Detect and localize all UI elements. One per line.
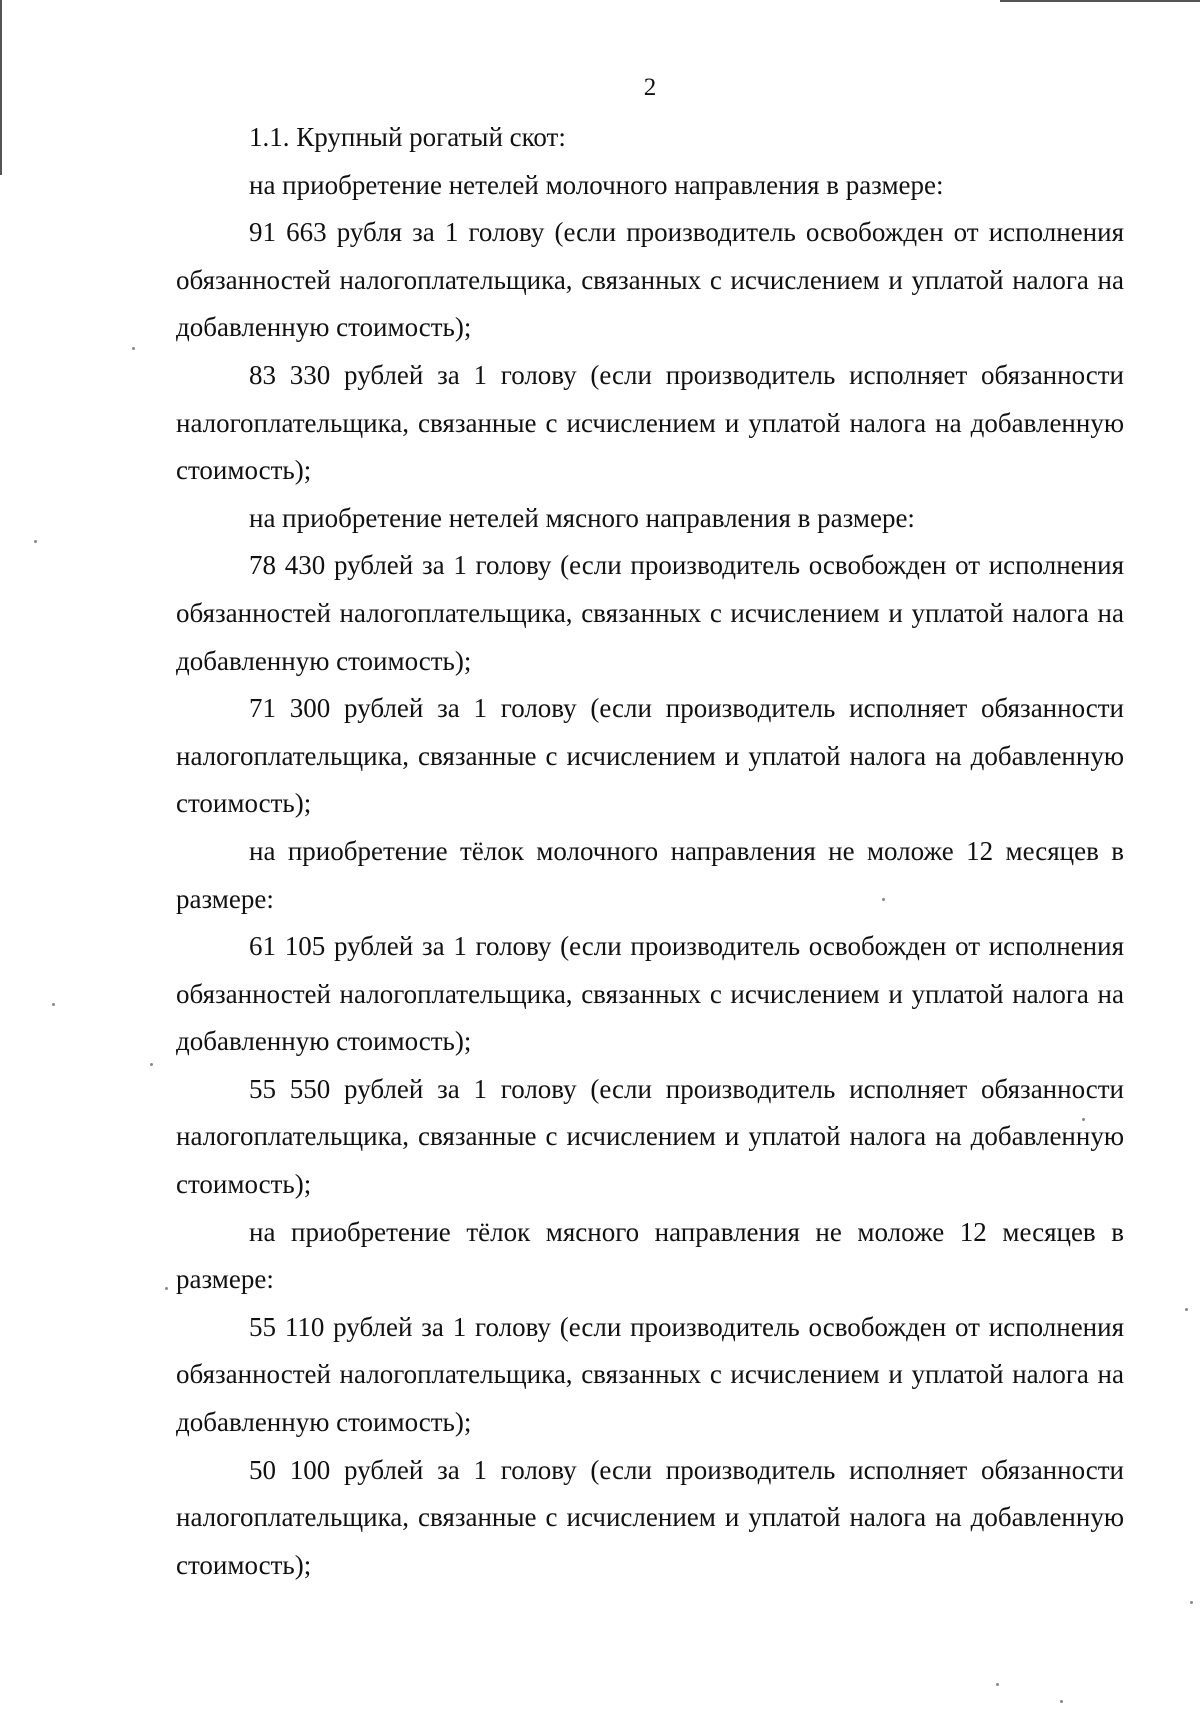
paragraph-calves-dairy-intro: на приобретение тёлок молочного направления не моложе 12 месяцев в размере: (176, 835, 1124, 914)
scan-speck (1082, 1118, 1085, 1121)
paragraph-calves-dairy-vat-payer: 55 550 рублей за 1 голову (если производитель исполняет обязанности налогоплательщика, связанные с исчислением и уплатой налога на добавленную стоимость); (176, 1073, 1124, 1200)
scan-speck (1060, 1700, 1063, 1703)
body-text (176, 114, 1124, 1589)
paragraph-heifers-dairy-vat-exempt: 91 663 рубля за 1 голову (если производитель освобожден от исполнения обязанностей налогоплательщика, связанных с исчислением и уплатой налога на добавленную стоимость); (176, 217, 1124, 343)
scan-speck (34, 540, 37, 543)
scan-speck (996, 1683, 999, 1686)
scan-speck (52, 1003, 55, 1006)
scan-edge-top (1000, 0, 1200, 2)
scan-speck (1185, 1308, 1188, 1311)
scan-speck (150, 1063, 153, 1066)
paragraph-calves-beef-vat-payer: 50 100 рублей за 1 голову (если производитель исполняет обязанности налогоплательщика, связанные с исчислением и уплатой налога на добавленную стоимость); (176, 1454, 1124, 1580)
paragraph-calves-dairy-vat-exempt: 61 105 рублей за 1 голову (если производитель освобожден от исполнения обязанностей налогоплательщика, связанных с исчислением и уплатой налога на добавленную стоимость); (176, 931, 1124, 1057)
scan-speck (882, 898, 885, 901)
paragraph-heifers-beef-vat-payer: 71 300 рублей за 1 голову (если производитель исполняет обязанности налогоплательщика, связанные с исчислением и уплатой налога на добавленную стоимость); (176, 693, 1124, 819)
paragraph-heifers-beef-intro: на приобретение нетелей мясного направления в размере: (249, 502, 915, 533)
paragraph-heifers-dairy-vat-payer: 83 330 рублей за 1 голову (если производитель исполняет обязанности налогоплательщика, связанные с исчислением и уплатой налога на добавленную стоимость); (176, 359, 1124, 486)
paragraph-heifers-beef-vat-exempt: 78 430 рублей за 1 голову (если производитель освобожден от исполнения обязанностей налогоплательщика, связанных с исчислением и уплатой налога на добавленную стоимость); (176, 550, 1124, 676)
scan-speck (1190, 1601, 1193, 1604)
paragraph-calves-beef-vat-exempt: 55 110 рублей за 1 голову (если производитель освобожден от исполнения обязанностей налогоплательщика, связанных с исчислением и уплатой налога на добавленную стоимость); (176, 1311, 1124, 1438)
paragraph-heifers-dairy-intro: на приобретение нетелей молочного направления в размере: (249, 169, 944, 200)
page-number: 2 (643, 74, 657, 101)
paragraph-calves-beef-intro: на приобретение тёлок мясного направления не моложе 12 месяцев в размере: (176, 1216, 1124, 1295)
scan-speck (165, 1287, 168, 1290)
scan-speck (132, 347, 135, 350)
paragraph-section-heading: 1.1. Крупный рогатый скот: (249, 122, 566, 152)
